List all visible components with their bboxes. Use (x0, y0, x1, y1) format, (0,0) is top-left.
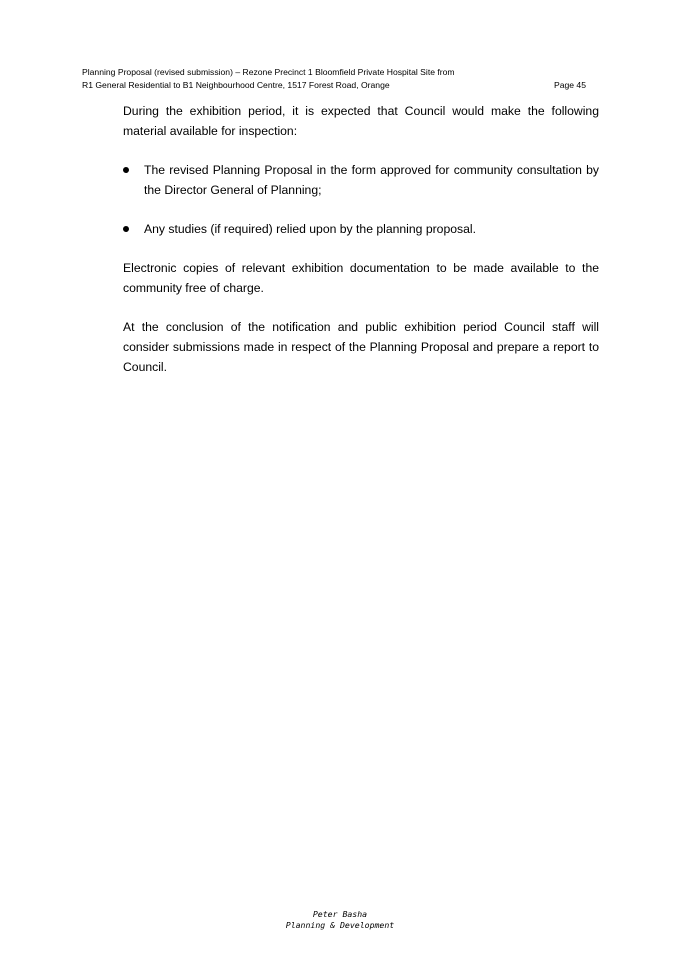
header-title-row (82, 66, 590, 79)
header-title-line-2: R1 General Residential to B1 Neighbourhood Centre, 1517 Forest Road, Orange (82, 80, 390, 90)
header-title-line-1: Planning Proposal (revised submission) – Rezone Precinct 1 Bloomfield Private Hospital Site from (82, 67, 455, 77)
bullet-text: The revised Planning Proposal in the form approved for community consultation by the Director General of Planning; (144, 163, 599, 197)
bullet-item (123, 219, 599, 239)
bullet-icon (123, 167, 129, 173)
bullet-item (123, 160, 599, 200)
electronic-copies-paragraph: Electronic copies of relevant exhibition documentation to be made available to the community free of charge. (123, 261, 599, 295)
footer-name: Peter Basha (312, 909, 368, 919)
page-header (82, 66, 590, 92)
bullet-text: Any studies (if required) relied upon by the planning proposal. (144, 222, 476, 236)
header-subtitle-row (82, 79, 590, 92)
conclusion-paragraph: At the conclusion of the notification and public exhibition period Council staff will consider submissions made in respect of the Planning Proposal and prepare a report to Council. (123, 320, 599, 374)
page-footer (0, 909, 680, 931)
intro-paragraph: During the exhibition period, it is expected that Council would make the following material available for inspection: (123, 104, 599, 138)
footer-subtitle: Planning & Development (285, 920, 395, 930)
bullet-icon (123, 226, 129, 232)
document-body (123, 101, 599, 377)
page-number: Page 45 (553, 80, 586, 90)
